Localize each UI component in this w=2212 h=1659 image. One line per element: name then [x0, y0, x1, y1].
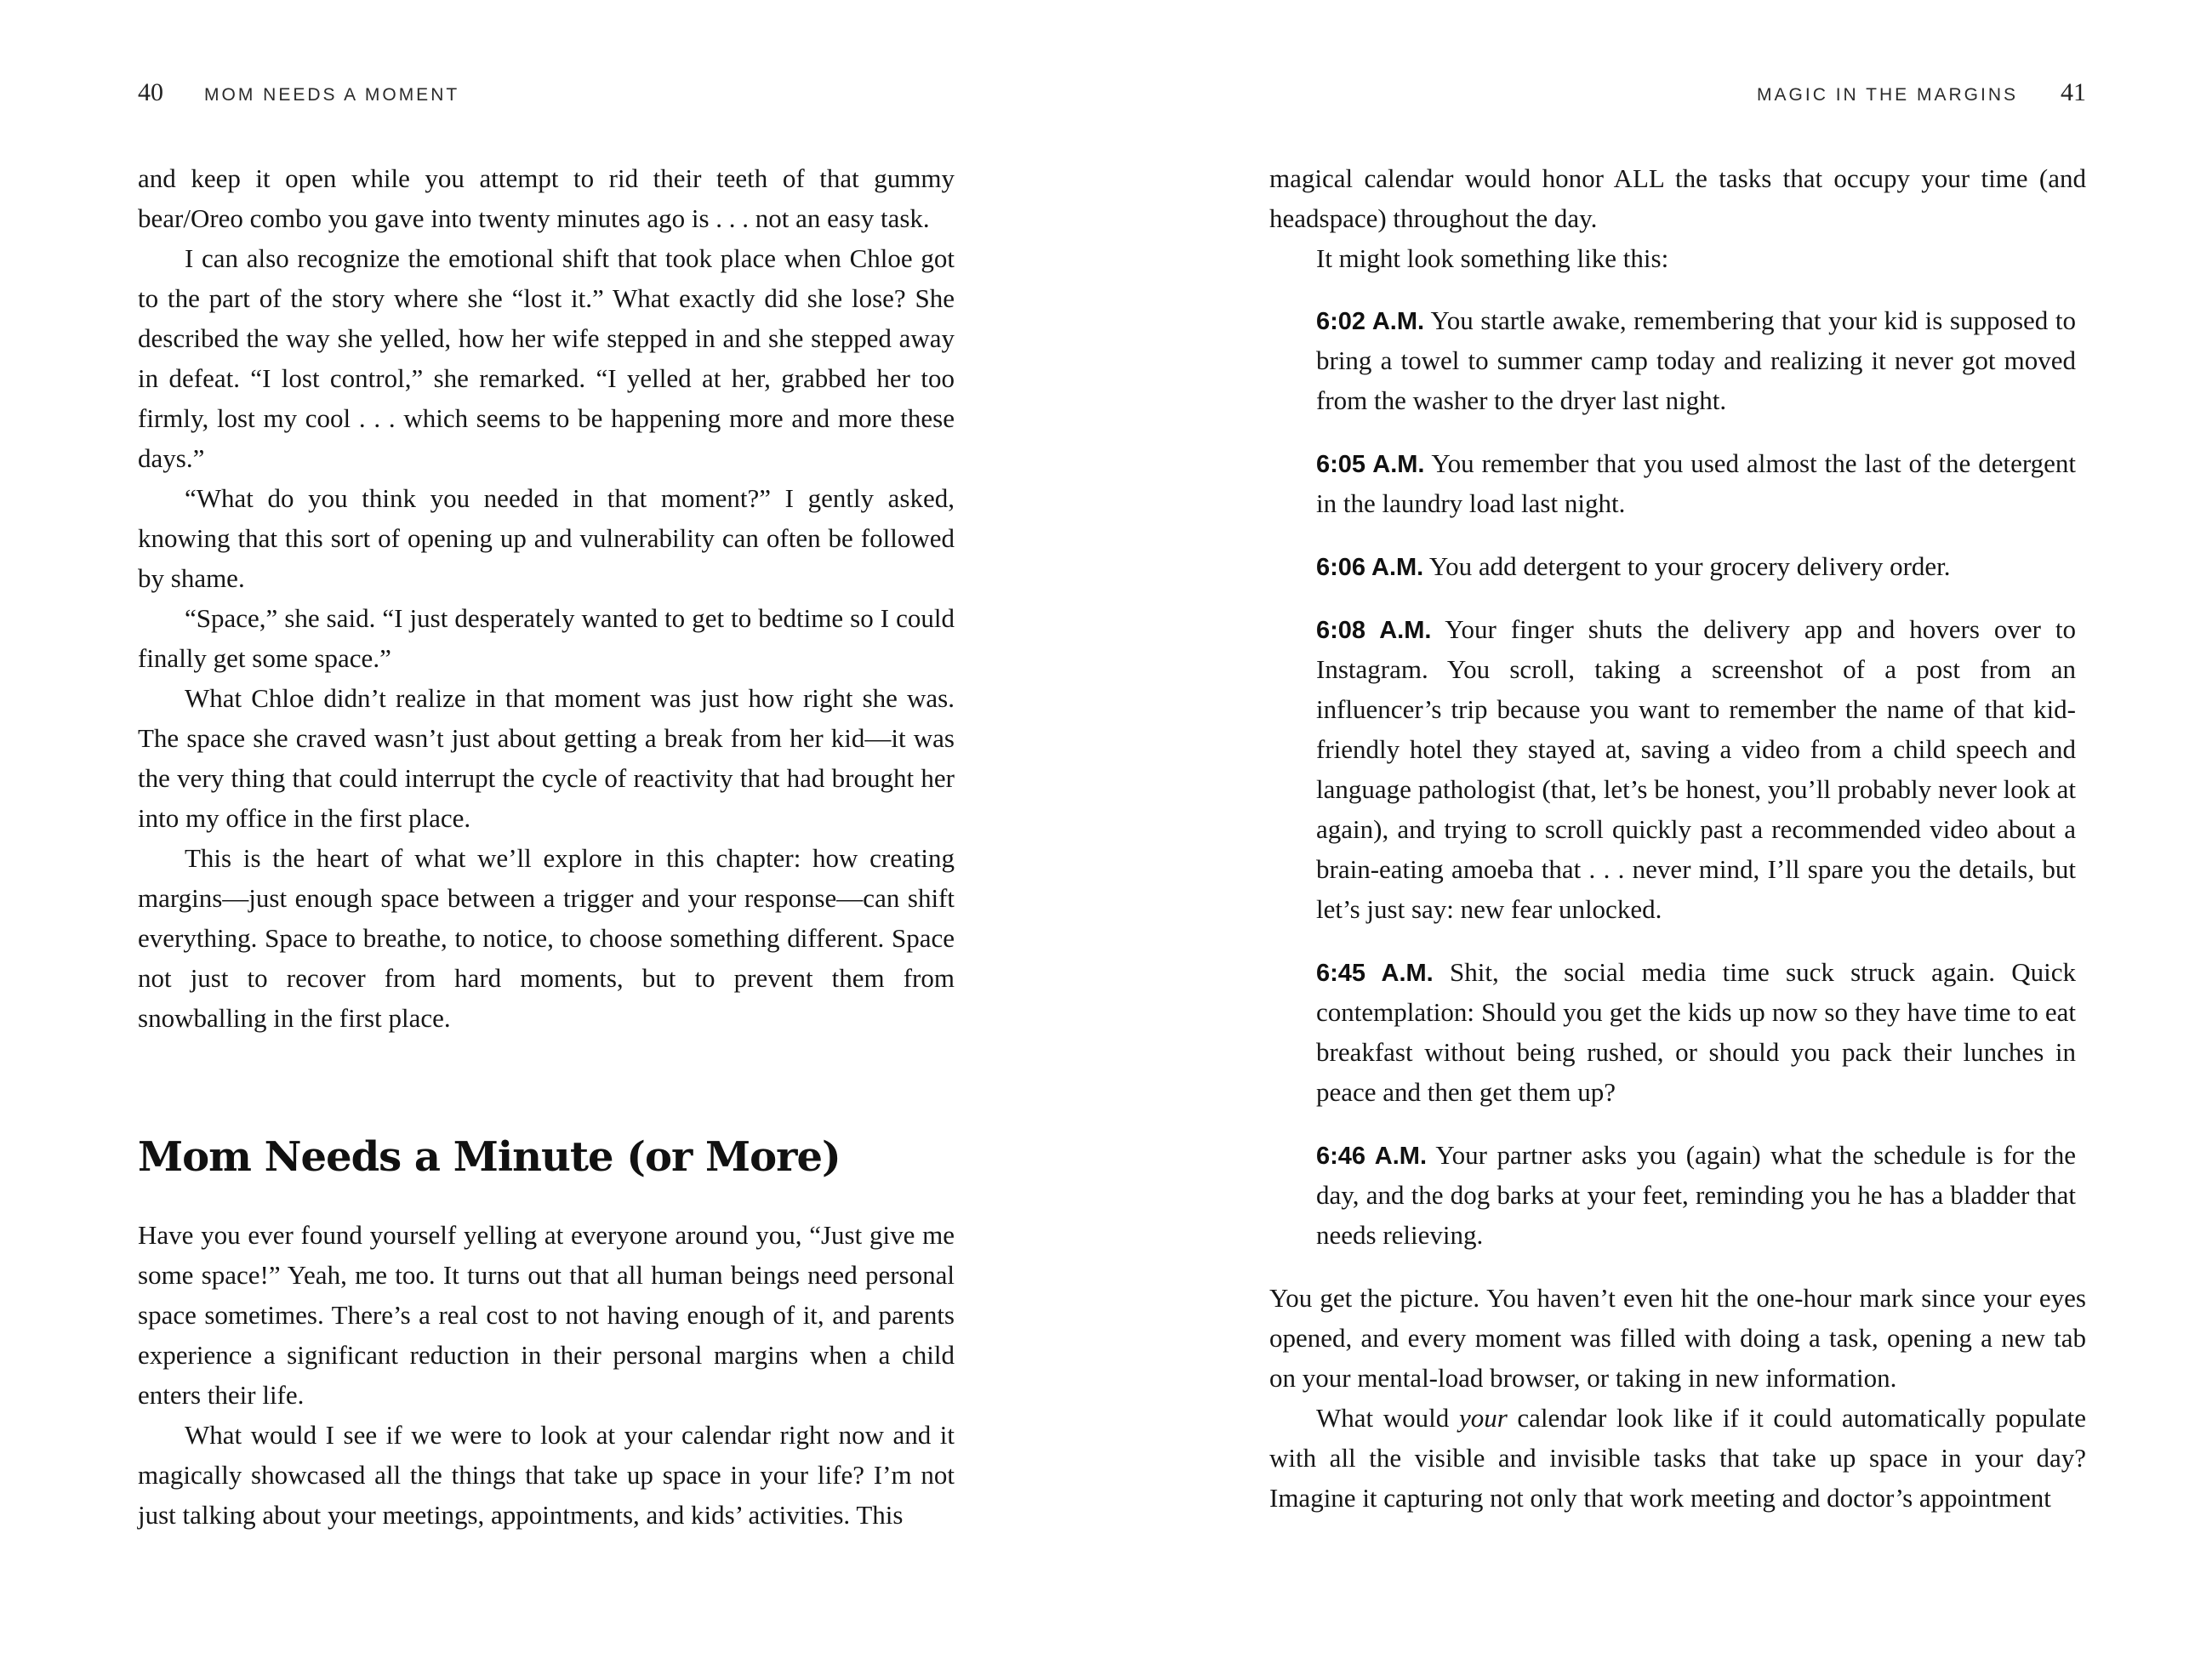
paragraph: Have you ever found yourself yelling at everyone around you, “Just give me some space!” Yeah, me too. It turns out that all human beings need personal space sometimes. There’s a real cost to not having enough of it, and parents experience a significant reduction in their personal margins when a child enters their life.: [138, 1220, 955, 1410]
schedule-entry: [1316, 609, 2076, 929]
entry-text: You remember that you used almost the last of the detergent in the laundry load last night.: [1316, 448, 2076, 518]
section-heading: Mom Needs a Minute (or More): [138, 1133, 841, 1181]
schedule-entry: [1316, 443, 2076, 523]
paragraph: [1269, 1398, 2086, 1518]
entry-time: 6:06 A.M.: [1316, 554, 1424, 581]
paragraph: “What do you think you needed in that moment?” I gently asked, knowing that this sort of opening up and vulnerability can often be followed by shame.: [138, 483, 955, 593]
paragraph: What would I see if we were to look at your calendar right now and it magically showcased all the things that take up space in your life? I’m not just talking about your meetings, appointments, and kids’ activities. This: [138, 1420, 955, 1530]
entry-text: Your partner asks you (again) what the schedule is for the day, and the dog barks at your feet, reminding you he has a bladder that needs relieving.: [1316, 1140, 2076, 1250]
paragraph: You get the picture. You haven’t even hit the one-hour mark since your eyes opened, and every moment was filled with doing a task, opening a new tab on your mental-load browser, or taking in new information.: [1269, 1283, 2086, 1393]
paragraph: I can also recognize the emotional shift that took place when Chloe got to the part of the story where she “lost it.” What exactly did she lose? She described the way she yelled, how her wife stepped in and she stepped away in defeat. “I lost control,” she remarked. “I yelled at her, grabbed her too firmly, lost my cool . . . which seems to be happening more and more these days.”: [138, 243, 955, 473]
page-number-left: 40: [138, 78, 163, 106]
page-left-body: [138, 158, 955, 1535]
schedule-entry: [1316, 952, 2076, 1112]
schedule-list: [1269, 300, 2086, 1255]
paragraph: “Space,” she said. “I just desperately wanted to get to bedtime so I could finally get some space.”: [138, 603, 955, 673]
page-left-header: [138, 78, 459, 107]
entry-time: 6:08 A.M.: [1316, 617, 1432, 644]
schedule-entry: [1316, 546, 2076, 586]
paragraph-run: calendar look like if it could automatically populate with all the visible and invisible tasks that take up space in your day? Imagine it capturing not only that work meeting and doctor’s appointment: [1269, 1403, 2087, 1513]
schedule-entry: [1316, 300, 2076, 420]
schedule-entry: [1316, 1135, 2076, 1255]
entry-text: You add detergent to your grocery delivery order.: [1428, 551, 1951, 581]
page-right-header: [1757, 78, 2086, 107]
entry-text: You startle awake, remembering that your kid is supposed to bring a towel to summer camp today and realizing it never got moved from the washer to the dryer last night.: [1316, 305, 2076, 415]
entry-time: 6:05 A.M.: [1316, 451, 1425, 478]
entry-time: 6:45 A.M.: [1316, 960, 1434, 987]
paragraph: This is the heart of what we’ll explore in this chapter: how creating margins—just enough space between a trigger and your response—can shift everything. Space to breathe, to notice, to choose something different. Space not just to recover from hard moments, but to prevent them from snowballing in the first place.: [138, 843, 955, 1033]
paragraph: magical calendar would honor ALL the tasks that occupy your time (and headspace) throughout the day.: [1269, 163, 2086, 233]
page-right: [1106, 0, 2212, 1659]
page-right-body: [1269, 158, 2086, 1518]
entry-time: 6:46 A.M.: [1316, 1143, 1428, 1170]
paragraph-run: What would: [1316, 1403, 1459, 1433]
running-head-left: MOM NEEDS A MOMENT: [204, 85, 460, 105]
italic-word: your: [1458, 1403, 1508, 1433]
paragraph: and keep it open while you attempt to rid their teeth of that gummy bear/Oreo combo you gave into twenty minutes ago is . . . not an easy task.: [138, 163, 955, 233]
paragraph: It might look something like this:: [1316, 243, 1669, 273]
paragraph: What Chloe didn’t realize in that moment was just how right she was. The space she craved wasn’t just about getting a break from her kid—it was the very thing that could interrupt the cycle of reactivity that had brought her into my office in the first place.: [138, 683, 955, 833]
page-number-right: 41: [2061, 78, 2086, 106]
entry-time: 6:02 A.M.: [1316, 308, 1425, 335]
running-head-right: MAGIC IN THE MARGINS: [1757, 85, 2018, 105]
entry-text: Your finger shuts the delivery app and hovers over to Instagram. You scroll, taking a screenshot of a post from an influencer’s trip because you want to remember the name of that kid-friendly hotel they stayed at, saving a video from a child speech and language pathologist (that, let’s be honest, you’ll probably never look at again), and trying to scroll quickly past a recommended video about a brain-eating amoeba that . . . never mind, I’ll spare you the details, but let’s just say: new fear unlocked.: [1316, 614, 2076, 924]
entry-text: Shit, the social media time suck struck again. Quick contemplation: Should you get the kids up now so they have time to eat breakfast without being rushed, or should you pack their lunches in peace and then get them up?: [1316, 957, 2077, 1107]
